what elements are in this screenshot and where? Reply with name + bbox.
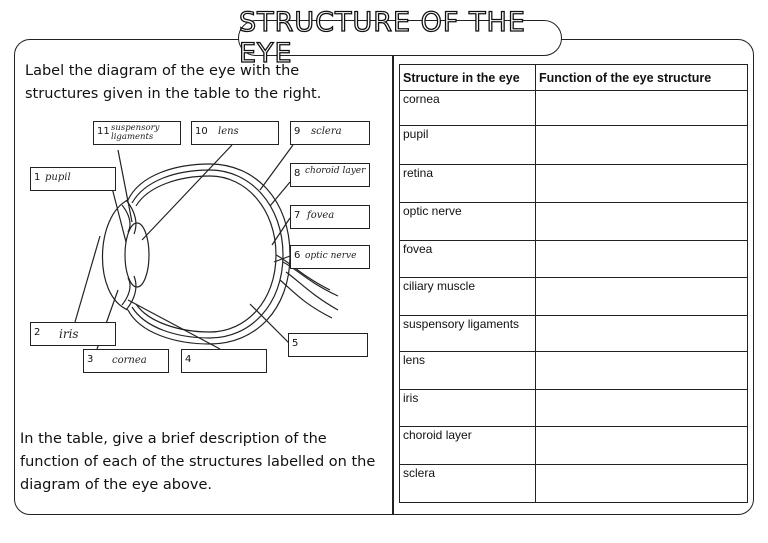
table-row — [400, 352, 748, 390]
label-number: 10 — [195, 126, 208, 137]
label-number: 5 — [292, 338, 299, 349]
label-number: 9 — [294, 126, 301, 137]
header-function: Function of the eye structure — [536, 65, 748, 91]
instruction-bottom-line: function of each of the structures labelled on the — [20, 454, 376, 470]
structure-cell: ciliary muscle — [400, 278, 536, 316]
table-row — [400, 203, 748, 241]
structure-cell: suspensory ligaments — [400, 316, 536, 352]
label-number: 8 — [294, 168, 301, 179]
label-number: 4 — [185, 354, 192, 365]
label-box-5[interactable] — [288, 333, 368, 357]
table-row — [400, 165, 748, 203]
label-number: 2 — [34, 327, 41, 338]
table-row — [400, 316, 748, 352]
structure-cell: sclera — [400, 465, 536, 503]
label-answer: lens — [218, 126, 239, 137]
structure-cell: lens — [400, 352, 536, 390]
label-answer: pupil — [45, 172, 71, 183]
column-divider — [392, 39, 394, 515]
table-row — [400, 278, 748, 316]
instruction-top-line: structures given in the table to the right. — [25, 86, 322, 102]
structure-cell: cornea — [400, 91, 536, 126]
table-row — [400, 390, 748, 427]
structure-cell: choroid layer — [400, 427, 536, 465]
table-row — [400, 126, 748, 165]
instruction-bottom-line: diagram of the eye above. — [20, 477, 212, 493]
function-cell[interactable] — [536, 91, 748, 126]
label-box-1[interactable] — [30, 167, 116, 191]
label-answer: optic nerve — [305, 251, 357, 261]
label-answer: fovea — [307, 210, 335, 221]
label-box-8[interactable] — [290, 163, 370, 187]
label-number: 6 — [294, 250, 301, 261]
label-number: 3 — [87, 354, 94, 365]
function-cell[interactable] — [536, 427, 748, 465]
function-cell[interactable] — [536, 390, 748, 427]
label-answer: cornea — [112, 355, 147, 366]
structure-cell: iris — [400, 390, 536, 427]
label-box-9[interactable] — [290, 121, 370, 145]
table-row — [400, 465, 748, 503]
label-box-3[interactable] — [83, 349, 169, 373]
function-cell[interactable] — [536, 241, 748, 278]
label-answer: sclera — [311, 126, 342, 137]
label-number: 7 — [294, 210, 301, 221]
function-cell[interactable] — [536, 352, 748, 390]
label-answer: iris — [59, 327, 79, 341]
table-row — [400, 91, 748, 126]
label-answer: suspensory ligaments — [111, 123, 160, 142]
function-cell[interactable] — [536, 278, 748, 316]
table-row — [400, 427, 748, 465]
function-cell[interactable] — [536, 126, 748, 165]
function-cell[interactable] — [536, 316, 748, 352]
label-box-11[interactable] — [93, 121, 181, 145]
structure-cell: optic nerve — [400, 203, 536, 241]
label-answer: choroid layer — [305, 166, 366, 176]
label-box-2[interactable] — [30, 322, 116, 346]
label-box-6[interactable] — [290, 245, 370, 269]
page-title: STRUCTURE OF THE EYE — [239, 7, 526, 69]
label-number: 1 — [34, 172, 41, 183]
function-cell[interactable] — [536, 465, 748, 503]
structure-cell: retina — [400, 165, 536, 203]
instruction-bottom — [20, 428, 375, 497]
table-header-row — [400, 65, 748, 91]
label-box-7[interactable] — [290, 205, 370, 229]
label-number: 11 — [97, 126, 110, 137]
structure-cell: pupil — [400, 126, 536, 165]
label-box-4[interactable] — [181, 349, 267, 373]
structure-cell: fovea — [400, 241, 536, 278]
table-row — [400, 241, 748, 278]
instruction-top-line: Label the diagram of the eye with the — [25, 63, 300, 79]
function-cell[interactable] — [536, 203, 748, 241]
function-cell[interactable] — [536, 165, 748, 203]
header-structure: Structure in the eye — [400, 65, 536, 91]
label-box-10[interactable] — [191, 121, 279, 145]
instruction-bottom-line: In the table, give a brief description of the — [20, 431, 327, 447]
structure-function-table — [399, 64, 748, 503]
